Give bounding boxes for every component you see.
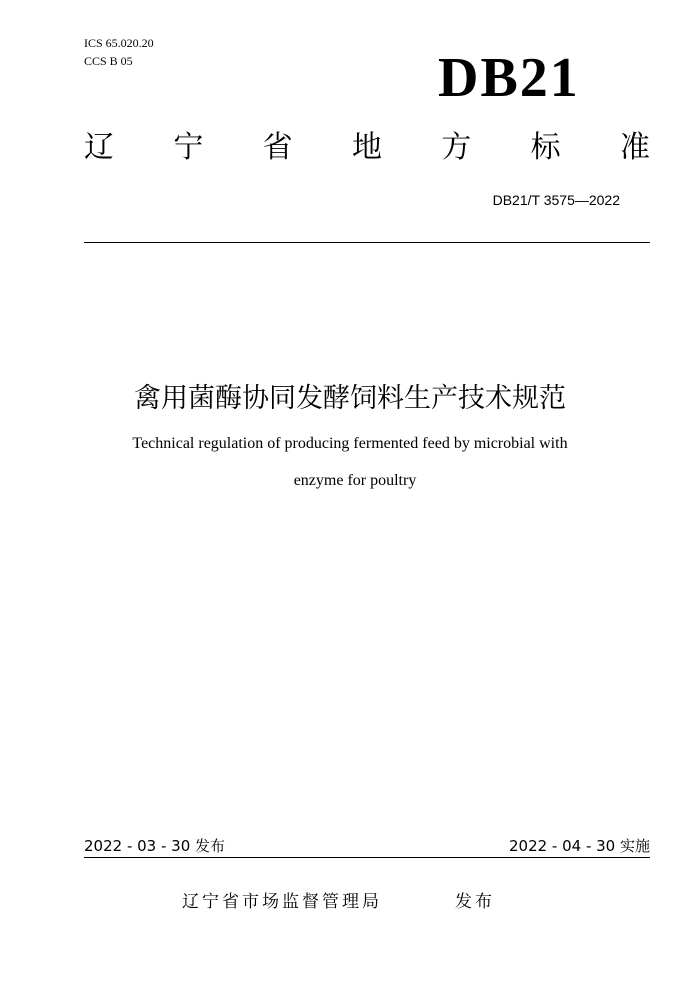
standard-title-char: 方 (441, 130, 472, 165)
document-title-zh: 禽用菌酶协同发酵饲料生产技术规范 (134, 383, 566, 414)
publish-date: 2022 - 03 - 30 发布 (84, 837, 226, 855)
standard-title-char: 地 (351, 130, 382, 165)
document-title-en-line1: Technical regulation of producing fermented feed by microbial with (132, 435, 568, 452)
issue-label: 发布 (455, 892, 495, 912)
ics-code: ICS 65.020.20 (84, 36, 154, 50)
standard-title-char: 辽 (84, 130, 114, 165)
standard-title-char: 省 (262, 130, 293, 165)
bottom-divider (84, 857, 650, 858)
standard-number: DB21/T 3575—2022 (492, 192, 620, 208)
document-title-en-line2: enzyme for poultry (293, 472, 417, 489)
top-divider (84, 242, 650, 243)
issuing-authority: 辽宁省市场监督管理局 (182, 892, 382, 912)
standard-title-char: 准 (619, 130, 650, 165)
standard-title-char: 标 (530, 130, 561, 165)
implement-date: 2022 - 04 - 30 实施 (508, 837, 650, 855)
standard-title-char: 宁 (173, 130, 204, 165)
ccs-code: CCS B 05 (84, 54, 133, 68)
db21-logo: DB21 (438, 47, 580, 109)
standard-title (84, 128, 650, 168)
